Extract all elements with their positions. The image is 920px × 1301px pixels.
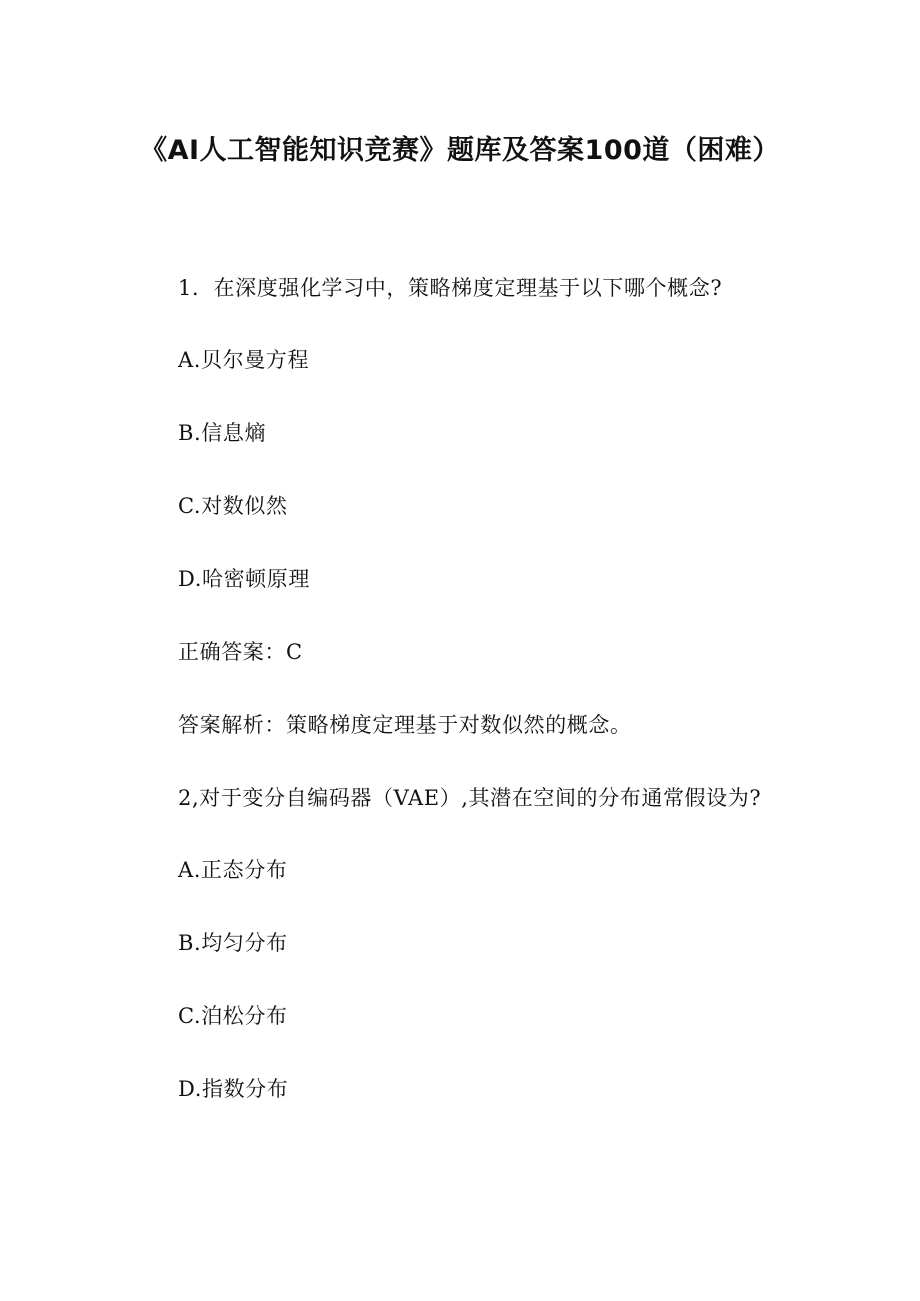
question-2-option-c: C.泊松分布 xyxy=(178,1004,288,1028)
question-1-option-b: B.信息熵 xyxy=(178,421,267,445)
question-2-option-b: B.均匀分布 xyxy=(178,931,288,955)
question-1-option-d: D.哈密顿原理 xyxy=(178,567,310,591)
question-2-option-d: D.指数分布 xyxy=(178,1077,289,1101)
question-1-option-a: A.贝尔曼方程 xyxy=(178,348,310,372)
question-1-option-c: C.对数似然 xyxy=(178,494,288,518)
question-1-stem: 1．在深度强化学习中，策略梯度定理基于以下哪个概念? xyxy=(178,276,723,300)
document-title: 《AI人工智能知识竞赛》题库及答案100道（困难） xyxy=(140,135,780,166)
question-2-option-a: A.正态分布 xyxy=(178,858,288,882)
question-2-stem: 2,对于变分自编码器（VAE）,其潜在空间的分布通常假设为? xyxy=(178,786,762,810)
question-1-answer: 正确答案：C xyxy=(178,640,303,664)
question-1-explanation: 答案解析：策略梯度定理基于对数似然的概念。 xyxy=(178,713,632,737)
